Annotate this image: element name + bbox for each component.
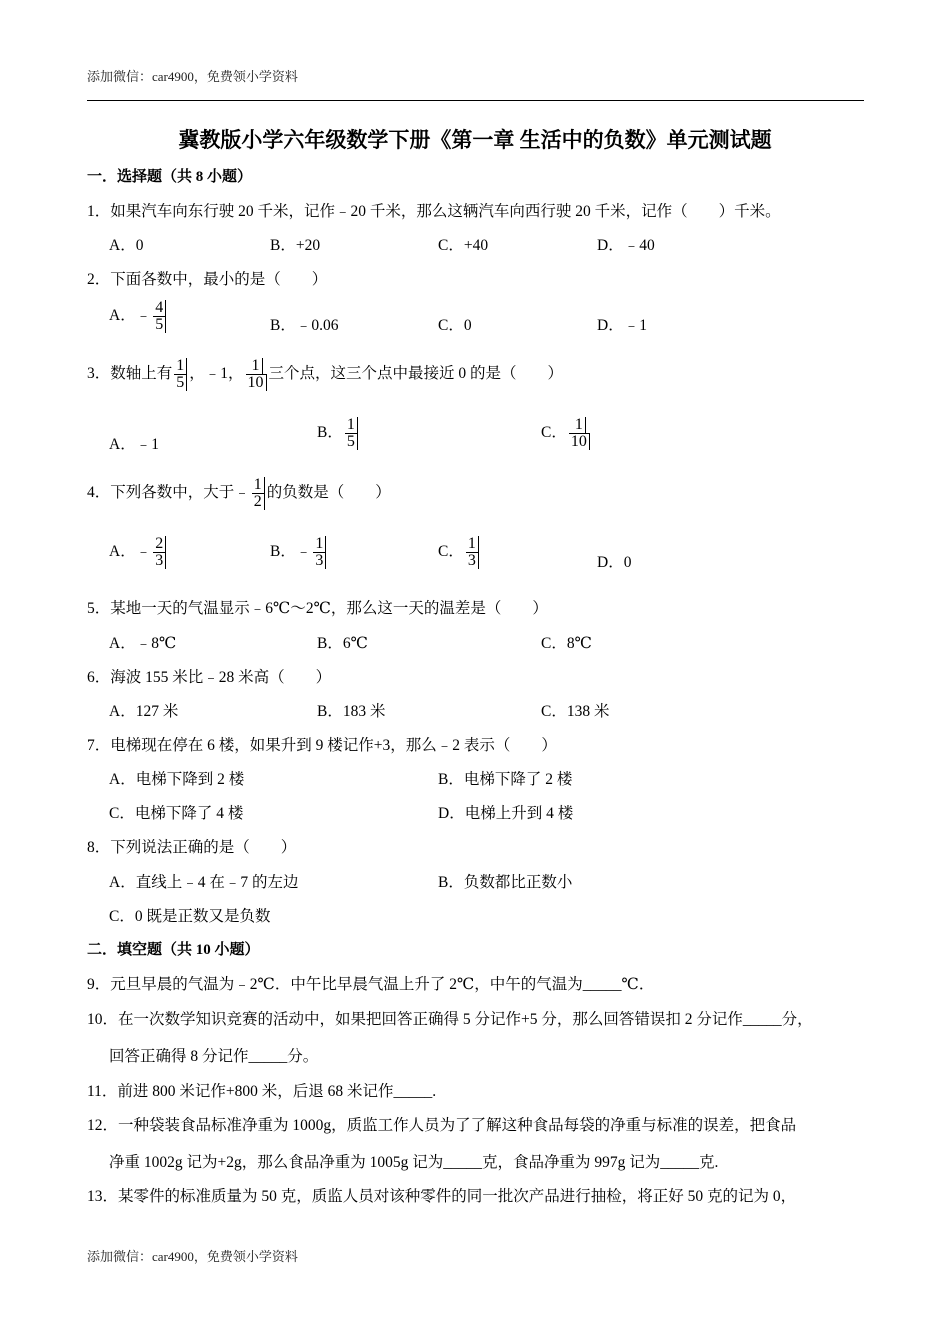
q8-option-b: B．负数都比正数小 xyxy=(438,874,573,891)
q4-stem xyxy=(87,477,391,510)
q2-option-a-prefix: A．﹣ xyxy=(109,307,152,325)
q3-option-c xyxy=(541,417,592,450)
q2-option-d: D．﹣1 xyxy=(597,317,647,334)
q8-option-c: C．0 既是正数又是负数 xyxy=(109,908,271,925)
q5-option-c: C．8℃ xyxy=(541,635,592,652)
q6-stem: 6．海波 155 米比﹣28 米高（ ） xyxy=(87,669,332,686)
q4-stem-fraction xyxy=(252,477,265,510)
q6-option-b: B．183 米 xyxy=(317,703,386,720)
fraction-denominator: 5 xyxy=(345,434,358,450)
fraction-numerator: 2 xyxy=(153,536,166,552)
q4-stem-pre: 4．下列各数中，大于﹣ xyxy=(87,484,250,502)
header-divider xyxy=(87,100,864,101)
footer-text: 添加微信：car4900，免费领小学资料 xyxy=(87,1249,298,1264)
fraction-numerator: 1 xyxy=(174,358,187,374)
q12-line-1: 12．一种袋装食品标准净重为 1000g，质监工作人员为了了解这种食品每袋的净重与标准的误差，把食品 xyxy=(87,1117,797,1134)
header-text: 添加微信：car4900，免费领小学资料 xyxy=(87,69,298,84)
fraction-denominator: 5 xyxy=(153,317,166,333)
q4-option-a-prefix: A．﹣ xyxy=(109,543,152,561)
q4-option-d: D．0 xyxy=(597,554,632,571)
q4-option-b-fraction xyxy=(313,536,326,569)
fraction-denominator: 10 xyxy=(246,375,267,391)
q5-option-b: B．6℃ xyxy=(317,635,368,652)
q3-option-c-prefix: C． xyxy=(541,424,567,442)
q13-line-1: 13．某零件的标准质量为 50 克，质监人员对该种零件的同一批次产品进行抽检，将正好 50 克的记为 0， xyxy=(87,1188,797,1205)
fraction-denominator: 3 xyxy=(466,553,479,569)
q4-option-b xyxy=(270,536,328,569)
q2-stem: 2．下面各数中，最小的是（ ） xyxy=(87,271,328,288)
fraction-denominator: 5 xyxy=(174,375,187,391)
fraction-numerator: 1 xyxy=(345,417,358,433)
q6-option-a: A．127 米 xyxy=(109,703,179,720)
q10-line-1: 10．在一次数学知识竞赛的活动中，如果把回答正确得 5 分记作+5 分，那么回答错误扣 2 分记作_____分， xyxy=(87,1011,813,1028)
q3-stem-pre: 3．数轴上有 xyxy=(87,365,173,383)
q2-option-a-fraction xyxy=(153,300,166,333)
section-fill-heading: 二．填空题（共 10 小题） xyxy=(87,942,260,958)
fraction-denominator: 3 xyxy=(313,553,326,569)
q6-option-c: C．138 米 xyxy=(541,703,610,720)
q7-option-a: A．电梯下降到 2 楼 xyxy=(109,771,245,788)
fraction-numerator: 1 xyxy=(252,477,265,493)
fraction-numerator: 1 xyxy=(573,417,586,433)
q3-option-a: A．﹣1 xyxy=(109,436,159,453)
q4-option-c-fraction xyxy=(466,536,479,569)
q3-stem xyxy=(87,358,563,391)
q7-option-b: B．电梯下降了 2 楼 xyxy=(438,771,573,788)
q4-option-c xyxy=(438,536,481,569)
page-title: 冀教版小学六年级数学下册《第一章 生活中的负数》单元测试题 xyxy=(178,128,772,152)
q3-fraction-1 xyxy=(174,358,187,391)
q5-option-a: A．﹣8℃ xyxy=(109,635,177,652)
section-choice-heading: 一．选择题（共 8 小题） xyxy=(87,169,253,185)
q7-option-d: D．电梯上升到 4 楼 xyxy=(438,805,574,822)
q1-option-d: D．﹣40 xyxy=(597,237,655,254)
q8-stem: 8．下列说法正确的是（ ） xyxy=(87,839,297,856)
q3-stem-mid: ，﹣1， xyxy=(189,365,244,383)
q7-stem: 7．电梯现在停在 6 楼，如果升到 9 楼记作+3，那么﹣2 表示（ ） xyxy=(87,737,557,754)
q4-option-a-fraction xyxy=(153,536,166,569)
q9-stem: 9．元旦早晨的气温为﹣2℃．中午比早晨气温上升了 2℃，中午的气温为_____℃． xyxy=(87,976,655,993)
q11-stem: 11．前进 800 米记作+800 米，后退 68 米记作_____. xyxy=(87,1083,437,1100)
q4-option-a xyxy=(109,536,168,569)
q2-option-a xyxy=(109,300,168,333)
q4-stem-post: 的负数是（ ） xyxy=(266,484,391,502)
q4-option-b-prefix: B．﹣ xyxy=(270,543,312,561)
q4-option-c-prefix: C． xyxy=(438,543,464,561)
q1-stem: 1．如果汽车向东行驶 20 千米，记作﹣20 千米，那么这辆汽车向西行驶 20 千米，记作（ ）千米。 xyxy=(87,203,781,220)
q3-option-b-prefix: B． xyxy=(317,424,343,442)
q2-option-b: B．﹣0.06 xyxy=(270,317,339,334)
q1-option-a: A．0 xyxy=(109,237,144,254)
q3-option-b-fraction xyxy=(345,417,358,450)
q3-stem-post: 三个点，这三个点中最接近 0 的是（ ） xyxy=(268,365,564,383)
fraction-numerator: 1 xyxy=(466,536,479,552)
fraction-denominator: 2 xyxy=(252,494,265,510)
q12-line-2: 净重 1002g 记为+2g，那么食品净重为 1005g 记为_____克，食品净重为 997g 记为_____克. xyxy=(109,1154,719,1171)
fraction-numerator: 4 xyxy=(153,300,166,316)
q3-option-b xyxy=(317,417,360,450)
q1-option-c: C．+40 xyxy=(438,237,489,254)
q5-stem: 5．某地一天的气温显示﹣6℃～2℃，那么这一天的温差是（ ） xyxy=(87,600,548,617)
q1-option-b: B．+20 xyxy=(270,237,321,254)
q2-option-c: C．0 xyxy=(438,317,472,334)
fraction-denominator: 3 xyxy=(153,553,166,569)
q3-fraction-2 xyxy=(246,358,267,391)
fraction-denominator: 10 xyxy=(569,434,590,450)
q10-line-2: 回答正确得 8 分记作_____分。 xyxy=(109,1048,319,1065)
q7-option-c: C．电梯下降了 4 楼 xyxy=(109,805,244,822)
q3-option-c-fraction xyxy=(569,417,590,450)
q8-option-a: A．直线上﹣4 在﹣7 的左边 xyxy=(109,874,299,891)
fraction-numerator: 1 xyxy=(250,358,263,374)
fraction-numerator: 1 xyxy=(313,536,326,552)
